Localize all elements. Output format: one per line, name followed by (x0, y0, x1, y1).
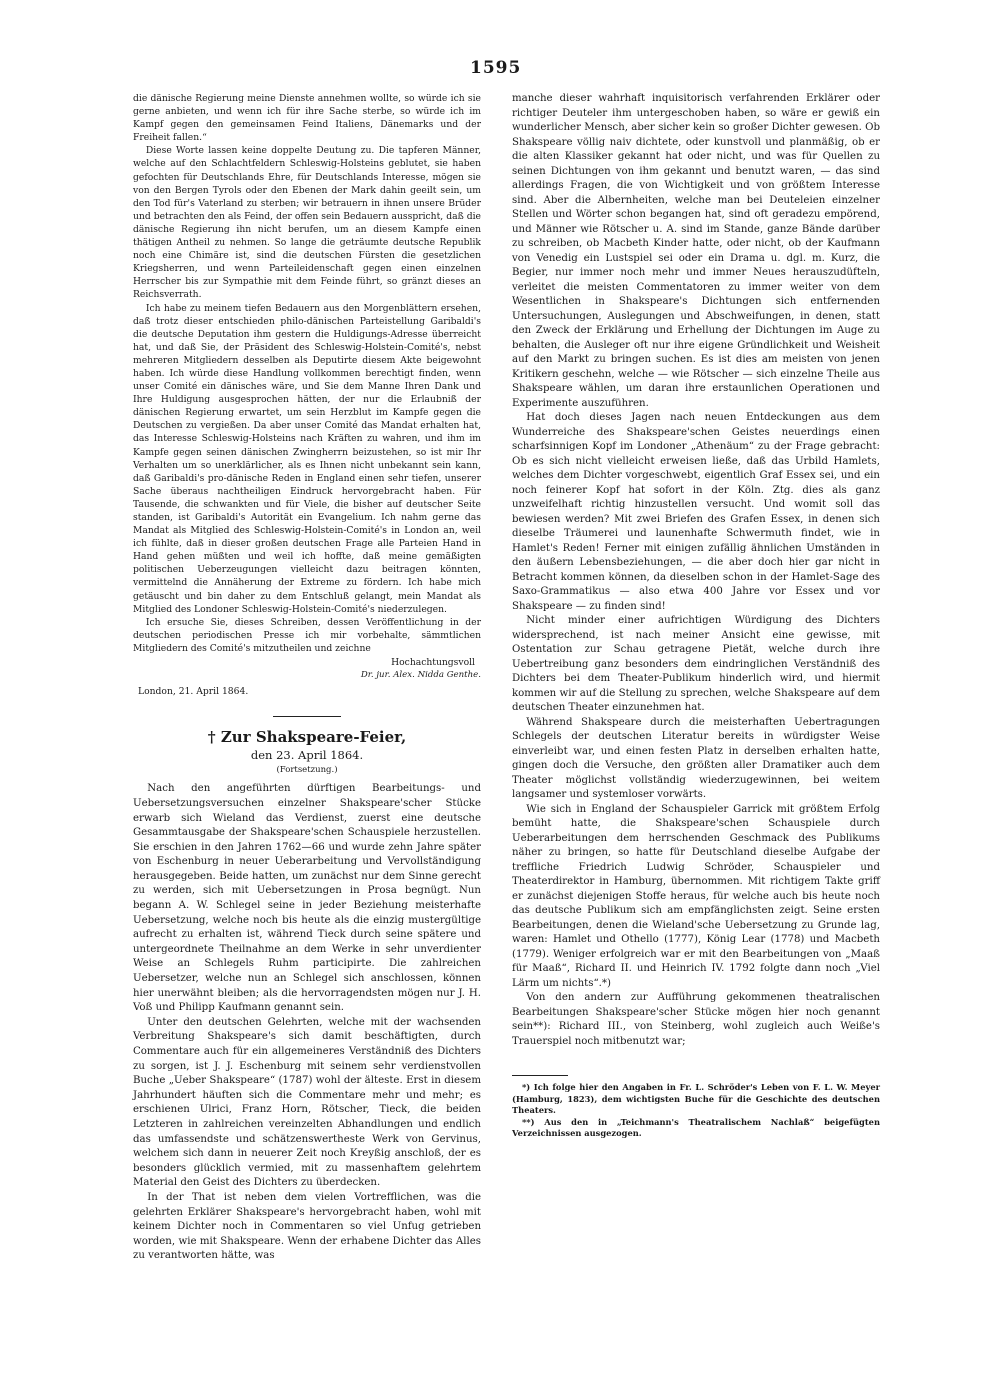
article-paragraph: Hat doch dieses Jagen nach neuen Entdeckungen aus dem Wunderreiche des Shakspeare'schen Geistes neuerdings einen scharfsinnigen Kopf im Londoner „Athenäum“ zu der Frage gebracht: Ob es sich nicht vielleicht erweisen ließe, daß das Urbild Hamlets, welches dem Dichter vorgeschwebt, eigentlich Graf Essex sei, und ein noch feinerer Kopf hat sofort in der Köln. Ztg. dies als ganz unzweifelhaft richtig hinzustellen versucht. Und womit soll das bewiesen werden? Mit zwei Briefen des Grafen Essex, in denen sich dieselbe Träumerei und launenhafte Schwermuth findet, wie in Hamlet's Reden! Ferner mit einigen zufällig ähnlichen Umständen in den äußern Lebensbeziehungen, — die aber doch hier gar nicht in Betracht kommen können, da dieselben schon in der Hamlet-Sage des Saxo-Grammatikus — also etwa 400 Jahre vor Essex und vor Shakspeare — zu finden sind! (512, 412, 880, 612)
page-number: 1595 (470, 58, 522, 78)
footnote: *) Ich folge hier den Angaben in Fr. L. Schröder's Leben von F. L. W. Meyer (Hamburg, 1823), dem wichtigsten Buche für die Geschichte des deutschen Theaters. (512, 1082, 880, 1115)
letter-paragraph: Ich ersuche Sie, dieses Schreiben, dessen Veröffentlichung in der deutschen periodischen Presse ich mir vorbehalte, sämmtlichen Mitgliedern des Comité's mitzutheilen und zeichne (133, 616, 481, 654)
article-paragraph: Wie sich in England der Schauspieler Garrick mit größtem Erfolg bemüht hatte, die Shakspeare'schen Schauspiele durch Ueberarbeitungen dem herrschenden Geschmack des Publikums näher zu bringen, so hatte für Deutschland dieselbe Aufgabe der treffliche Friedrich Ludwig Schröder, Schauspieler und Theaterdirektor in Hamburg, übernommen. Mit richtigem Takte griff er zunächst diejenigen Stoffe heraus, für welche auch bis heute noch das deutsche Publikum sich am empfänglichsten zeigt. Seine ersten Bearbeitungen, denen die Wieland'sche Uebersetzung zu Grunde lag, waren: Hamlet und Othello (1777), König Lear (1778) und Macbeth (1779). Weniger erfolgreich war er mit den Bearbeitungen von „Maaß für Maaß“, Richard II. und Heinrich IV. 1792 folgte dann noch „Viel Lärm um nichts“.*) (512, 803, 880, 989)
section-divider (273, 716, 341, 717)
article-paragraph: In der That ist neben dem vielen Vortrefflichen, was die gelehrten Erklärer Shakspeare's hervorgebracht haben, wohl mit keinem Dichter noch in Commentaren so viel Unfug getrieben worden, wie mit Shakspeare. Wenn der erhabene Dichter das Alles zu verantworten hätte, was (133, 1191, 481, 1262)
article-title: † Zur Shakspeare-Feier, (207, 728, 407, 747)
letter-paragraph: Diese Worte lassen keine doppelte Deutung zu. Die tapferen Männer, welche auf den Schlachtfeldern Schleswig-Holsteins geblutet, sie haben gefochten für Deutschlands Ehre, für Deutschlands Interesse, mögen sie von den Bergen Tyrols oder den Ebenen der Mark dahin geeilt sein, um den Tod für's Vaterland zu sterben; wir betrauern in ihnen unsere Brüder und betrachten den als Feind, der offen sein Bedauern ausspricht, daß die dänische Regierung ihn nicht berufen, um an diesem Kampfe einen thätigen Antheil zu nehmen. So lange die geträumte deutsche Republik noch eine Chimäre ist, sind die deutschen Fürsten die gesetzlichen Kriegsherren, und wenn Parteileidenschaft gegen einen einzelnen Herrscher bis zur Sympathie mit dem Feinde führt, so gränzt dieses an Reichsverrath. (133, 145, 481, 301)
article-paragraph: Unter den deutschen Gelehrten, welche mit der wachsenden Verbreitung Shakspeare's sich damit beschäftigten, durch Commentare auch für ein allgemeineres Verständniß des Dichters zu sorgen, ist J. J. Eschenburg mit seinem sehr verdienstvollen Buche „Ueber Shakspeare“ (1787) wohl der älteste. Erst in diesem Jahrhundert häuften sich die Commentare mehr und mehr; es erschienen Ulrici, Franz Horn, Rötscher, Tieck, die beiden Letzteren in zahlreichen vereinzelten Abhandlungen und endlich das umfassendste und schätzenswertheste Werk von Gervinus, welchem sich dann in neuerer Zeit noch Kreyßig anschloß, der es besonders glücklich vermied, mit zu massenhaftem gelehrtem Material den Geist des Dichters zu überdecken. (133, 1016, 481, 1189)
article-paragraph: manche dieser wahrhaft inquisitorisch verfahrenden Erklärer oder richtiger Deuteler ihm untergeschoben haben, so wäre er gewiß ein wunderlicher Mensch, aber sicher kein so großer Dichter gewesen. Ob Shakspeare völlig naiv dichtete, oder kunstvoll und planmäßig, ob er die alten Klassiker gekannt hat oder nicht, und was für Quellen zu seinen Dichtungen von ihm gekannt und benutzt waren, — das sind allerdings Fragen, die von Wichtigkeit und von größtem Interesse sind. Aber die Albernheiten, welche man bei Deuteleien einzelner Stellen und Wörter schon begangen hat, sind oft geradezu empörend, und Männer wie Rötscher u. A. sind im Stande, ganze Bände darüber zu schreiben, ob Macbeth Kinder hatte, oder nicht, ob der Kaufmann von Venedig ein Lustspiel sei oder ein Drama u. dgl. m. Kurz, die Begier, nur immer noch mehr und immer Neues herauszudüfteln, verleitet die meisten Commentatoren zu immer weiter von dem Wesentlichen in Shakspeare's Dichtungen sich entfernenden Untersuchungen, Auslegungen und Abschweifungen, in denen, statt den Zweck der Erklärung und Erhellung der Dichtungen im Auge zu behalten, die Ausleger oft nur ihre eigene Gründlichkeit und Weisheit auf den Markt zu bringen suchen. Es ist dies am meisten von jenen Kritikern geschehn, welche — wie Rötscher — sich einzelne Theile aus Shakspeare wählen, um daran ihre erstaunlichen Operationen und Experimente auszuführen. (512, 93, 880, 409)
article-date: den 23. April 1864. (250, 748, 364, 763)
footnote: **) Aus den in „Teichmann's Theatralischem Nachlaß“ beigefügten Verzeichnissen ausgezogen. (512, 1116, 880, 1138)
letter-signature: Dr. jur. Alex. Nidda Genthe. (360, 670, 481, 681)
letter-paragraph: Ich habe zu meinem tiefen Bedauern aus den Morgenblättern ersehen, daß trotz dieser entschieden philo-dänischen Parteistellung Garibaldi's die deutsche Deputation ihm gestern die Huldigungs-Adresse überreicht hat, und daß Sie, der Präsident des Schleswig-Holstein-Comité's, nebst mehreren Mitgliedern desselben als Deputirte diesem Akte beigewohnt haben. Ich würde diese Handlung vollkommen berechtigt finden, wenn unser Comité ein dänisches wäre, und Sie dem Manne Ihren Dank und Ihre Huldigung ausgesprochen hätten, der nur die Erlaubniß der dänischen Regierung erwartet, um sein Herzblut im Kampfe gegen die Deutschen zu vergießen. Da aber unser Comité das Mandat erhalten hat, das Interesse Schleswig-Holsteins nach Kräften zu wahren, und ihm im Kampfe gegen seinen dänischen Zwingherrn beizustehen, so ist mir Ihr Verhalten um so unerklärlicher, als es Ihnen nicht unbekannt sein kann, daß Garibaldi's pro-dänische Reden in England einen sehr tiefen, unserer Sache überaus nachtheiligen Eindruck hervorgebracht haben. Für Tausende, die schwankten und für Viele, die bisher auf deutscher Seite standen, ist Garibaldi's Autorität ein Evangelium. Ich nahm gerne das Mandat als Mitglied des Schleswig-Holstein-Comité's in London an, weil ich fühlte, daß in dieser großen deutschen Frage alle Parteien Hand in Hand gehen müßten und weil ich hoffte, daß meine gemäßigten politischen Ueberzeugungen vielleicht dazu beitragen könnten, vermittelnd die Annäherung der Extreme zu fördern. Ich habe mich getäuscht und bin daher zu dem Entschluß gelangt, mein Mandat als Mitglied des Londoner Schleswig-Holstein-Comité's niederzulegen. (133, 302, 481, 615)
article-paragraph: Nicht minder einer aufrichtigen Würdigung des Dichters widersprechend, ist nach meiner Ansicht eine gewisse, mit Ostentation zur Schau getragene Pietät, welche durch ihre Uebertreibung ganz besonders dem eindringlichen Verständniß des Dichters bei dem Theater-Publikum hinderlich wird, und hiermit kommen wir auf die Stellung zu sprechen, welche Shakspeare auf dem deutschen Theater einzunehmen hat. (512, 615, 880, 713)
article-paragraph: Während Shakspeare durch die meisterhaften Uebertragungen Schlegels der deutschen Literatur bereits in würdigster Weise einverleibt war, und einen festen Platz in derselben erhalten hatte, gingen doch die Versuche, den größten aller Dramatiker auch dem Theater möglichst vollständig wiederzugewinnen, bei weitem langsamer und systemloser vorwärts. (512, 716, 880, 800)
left-column (133, 92, 481, 1264)
letter-paragraph: die dänische Regierung meine Dienste annehmen wollte, so würde ich sie gerne anbieten, und wenn ich für ihre Sache sterbe, so würde ich im Kampf gegen den gemeinsamen Feind Italiens, Dänemarks und der Freiheit fallen.“ (133, 93, 481, 144)
right-column (512, 92, 880, 1140)
article-paragraph: Von den andern zur Aufführung gekommenen theatralischen Bearbeitungen Shakspeare'scher Stücke mögen hier noch genannt sein**): Richard III., von Steinberg, wohl zugleich auch Weiße's Trauerspiel noch mitbenutzt war; (512, 992, 880, 1047)
article-paragraph: Nach den angeführten dürftigen Bearbeitungs- und Uebersetzungsversuchen einzelner Shakspeare'scher Stücke erwarb sich Wieland das Verdienst, zuerst eine deutsche Gesammtausgabe der Shakspeare'schen Schauspiele herzustellen. Sie erschien in den Jahren 1762—66 und wurde zehn Jahre später von Eschenburg in neuer Ueberarbeitung und Vervollständigung herausgegeben. Beide hatten, um zunächst nur dem Sinne gerecht zu werden, sich mit Uebersetzungen in Prosa begnügt. Nun begann A. W. Schlegel seine in jeder Beziehung meisterhafte Uebersetzung, welche noch bis heute als die einzig mustergültige aufrecht zu erhalten ist, während Tieck durch seine spätere und untergeordnete Theilnahme an dem Werke in sehr unverdienter Weise an Schlegels Ruhm participirte. Die zahlreichen Uebersetzer, welche nun an Schlegel sich anschlossen, können hier unerwähnt bleiben; als die hervorragendsten mögen nur J. H. Voß und Philipp Kaufmann genannt sein. (133, 783, 481, 1014)
footnote-divider (512, 1075, 568, 1076)
continuation-note: (Fortsetzung.) (276, 765, 338, 776)
letter-date: London, 21. April 1864. (138, 686, 249, 698)
article-left-body (133, 782, 481, 1264)
letter-closing: Hochachtungsvoll (391, 657, 475, 669)
